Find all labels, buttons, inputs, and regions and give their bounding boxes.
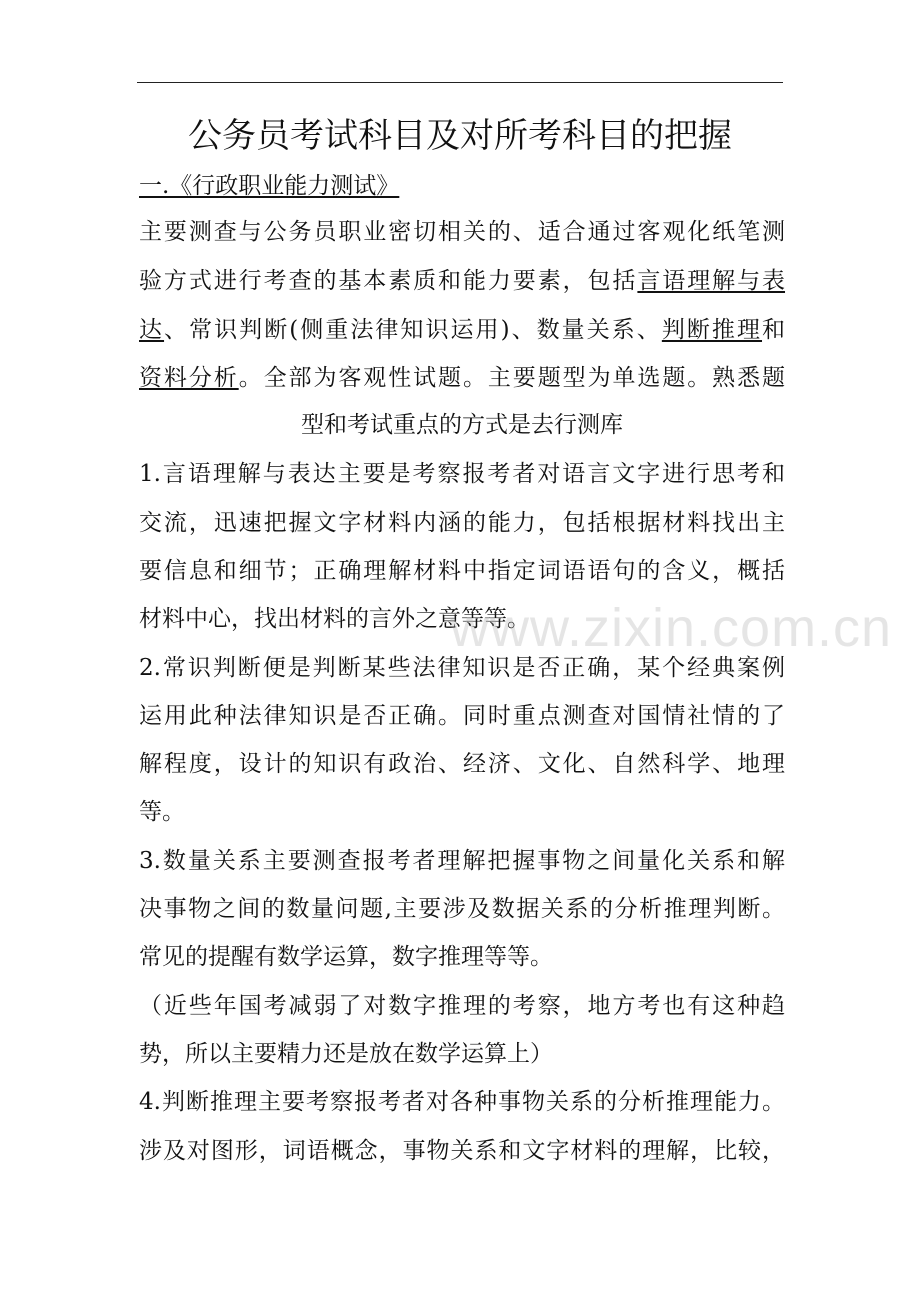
item1-line: 材料中心，找出材料的言外之意等等。	[139, 606, 530, 632]
section-heading: 一.《行政职业能力测试》	[139, 173, 400, 199]
intro-line: 型和考试重点的方式是去行测库	[301, 412, 623, 438]
item2-line: 解程度，设计的知识有政治、经济、文化、自然科学、地理	[139, 751, 785, 777]
intro-line: 达、常识判断(侧重法律知识运用)、数量关系、判断推理和	[139, 317, 786, 343]
header-rule	[137, 82, 783, 83]
item3-line: 3.数量关系主要测查报考者理解把握事物之间量化关系和解	[139, 848, 785, 874]
item3-line: （近些年国考减弱了对数字推理的考察，地方考也有这种趋	[139, 993, 785, 1019]
intro-line: 主要测查与公务员职业密切相关的、适合通过客观化纸笔测	[139, 219, 785, 245]
watermark: www.zixin.com.cn	[450, 598, 893, 658]
item4-line: 涉及对图形，词语概念，事物关系和文字材料的理解，比较，	[139, 1138, 785, 1164]
document-title: 公务员考试科目及对所考科目的把握	[188, 116, 732, 156]
item2-line: 2.常识判断便是判断某些法律知识是否正确，某个经典案例	[139, 655, 785, 681]
item3-line: 常见的提醒有数学运算，数字推理等等。	[139, 944, 553, 970]
item2-line: 运用此种法律知识是否正确。同时重点测查对国情社情的了	[139, 703, 785, 729]
item3-line: 决事物之间的数量问题,主要涉及数据关系的分析推理判断。	[139, 896, 785, 922]
item2-line: 等。	[139, 799, 185, 825]
intro-line: 验方式进行考查的基本素质和能力要素，包括言语理解与表	[139, 268, 786, 294]
underlined-term: 达	[139, 317, 165, 343]
item1-line: 要信息和细节；正确理解材料中指定词语语句的含义，概括	[139, 558, 785, 584]
item1-line: 1.言语理解与表达主要是考察报考者对语言文字进行思考和	[139, 461, 785, 487]
underlined-term: 判断推理	[661, 317, 763, 343]
item1-line: 交流，迅速把握文字材料内涵的能力，包括根据材料找出主	[139, 510, 785, 536]
intro-line: 资料分析。全部为客观性试题。主要题型为单选题。熟悉题	[139, 365, 786, 391]
underlined-term: 言语理解与表	[637, 268, 786, 294]
item3-line: 势，所以主要精力还是放在数学运算上）	[139, 1041, 553, 1067]
item4-line: 4.判断推理主要考察报考者对各种事物关系的分析推理能力。	[139, 1089, 785, 1115]
underlined-term: 资料分析	[139, 365, 239, 391]
